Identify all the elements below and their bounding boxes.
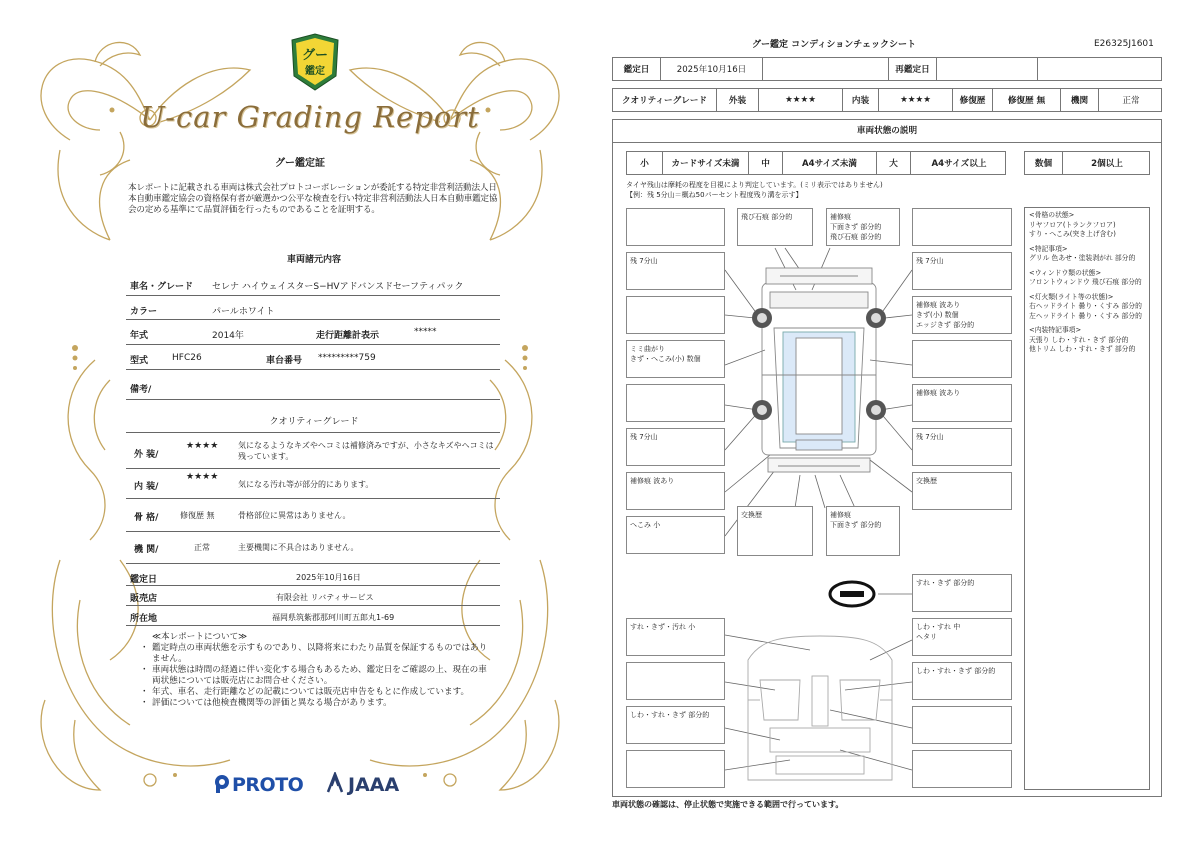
footer-note: 車両状態の確認は、停止状態で実施できる範囲で行っています。 <box>612 800 844 809</box>
spec-value: 2014年 <box>212 331 244 341</box>
specs-title: 車両諸元内容 <box>286 255 341 265</box>
interior-stars: ★★★★ <box>879 89 953 111</box>
spec-row-model <box>126 345 500 370</box>
count-desc: 2個以上 <box>1091 159 1123 169</box>
quality-text: 気になる汚れ等が部分的にあります。 <box>238 480 374 489</box>
date-label: 鑑定日 <box>613 58 661 80</box>
svg-text:グー: グー <box>301 48 329 63</box>
spec-value: *********759 <box>318 353 376 363</box>
spec-value: パールホワイト <box>212 307 275 317</box>
condition-box-rear-gate: 補修痕 下面きず 部分的 <box>826 506 900 556</box>
jaaa-logo-icon <box>326 772 344 794</box>
spec-row-color <box>126 296 500 320</box>
report-notes <box>140 632 495 709</box>
quality-row-engine <box>126 532 500 564</box>
interior-box-rear-left <box>626 750 725 788</box>
quality-label: 骨 格/ <box>134 513 159 523</box>
tire-example: 【例：残 5分山＝概ね50パーセント程度残り溝を示す】 <box>626 191 803 199</box>
condition-box-front-right-top <box>912 208 1012 246</box>
quality-row-exterior <box>126 432 500 469</box>
spec-value: ***** <box>414 327 437 337</box>
size-large: 大 <box>877 152 911 174</box>
interior-box-passenger-seat: しわ・すれ・きず 部分的 <box>912 662 1012 700</box>
repair-label: 修復歴 <box>953 89 993 111</box>
condition-box-left-rear-door <box>626 384 725 422</box>
condition-box-left-door: ミミ曲がり きず・へこみ(小) 数個 <box>626 340 725 378</box>
spec-row-name <box>126 271 500 296</box>
quality-title: クオリティーグレード <box>269 417 359 427</box>
report-script-title: U-car Grading Report <box>140 100 480 134</box>
condition-box-right-door <box>912 340 1012 378</box>
spec-value: セレナ ハイウェイスターS−HVアドバンスドセーフティパック <box>212 282 464 292</box>
proto-logo: PROTO <box>232 774 304 796</box>
quality-value: 正常 <box>194 543 210 552</box>
appraisal-label: 販売店 <box>130 594 158 604</box>
notes-section <box>1029 245 1149 264</box>
quality-value: 修復歴 無 <box>180 511 215 520</box>
notes-section <box>1029 326 1149 355</box>
condition-check-sheet <box>600 0 1200 848</box>
proto-logo-icon <box>214 774 230 794</box>
size-large-desc: A4サイズ以上 <box>931 159 987 169</box>
interior-box-rear-seat: しわ・すれ・きず 部分的 <box>626 706 725 744</box>
notes-line: グリル 色あせ・塗装剥がれ 部分的 <box>1029 254 1136 262</box>
quality-row-interior <box>126 469 500 499</box>
appraisal-value: 2025年10月16日 <box>296 573 361 582</box>
spec-label: 型式 <box>130 356 149 366</box>
condition-box-right-quarter: 交換歴 <box>912 472 1012 510</box>
exterior-stars: ★★★★ <box>759 89 843 111</box>
condition-box-bonnet: 補修痕 下面きず 部分的 飛び石痕 部分的 <box>826 208 900 246</box>
appraisal-row-shop <box>126 586 500 606</box>
interior-label: 内装 <box>843 89 879 111</box>
logos <box>214 770 414 800</box>
condition-box-right-fender: 補修痕 波あり きず(小) 数個 エッジきず 部分的 <box>912 296 1012 334</box>
quality-stars: ★★★★ <box>186 441 219 451</box>
interior-box-left-trim <box>626 662 725 700</box>
notes-section-title: <特記事項> <box>1029 244 1068 253</box>
spec-label: 備考/ <box>130 385 152 395</box>
spec-label: 車名・グレード <box>130 282 194 292</box>
notes-section-title: <骨格の状態> <box>1029 211 1075 219</box>
spec-label: 年式 <box>130 331 149 341</box>
notes-line: 左ヘッドライト 曇り・くすみ 部分的 <box>1029 311 1142 320</box>
exterior-label: 外装 <box>717 89 759 111</box>
interior-box-steering: すれ・きず 部分的 <box>912 574 1012 612</box>
condition-box-front: 飛び石痕 部分的 <box>737 208 813 246</box>
notes-line: 右ヘッドライト 曇り・くすみ 部分的 <box>1029 302 1142 310</box>
spec-value: HFC26 <box>172 353 202 363</box>
notes-line: すり・へこみ(突き上げ含む) <box>1029 230 1116 238</box>
condition-box-rear-left: へこみ 小 <box>626 516 725 554</box>
size-mid: 中 <box>749 152 783 174</box>
note-item: ・ 鑑定時点の車両状態を示すものであり、以降将来にわたり品質を保証するものではありません。 <box>140 643 495 665</box>
notes-line: リヤフロア(トランクフロア) <box>1029 220 1116 229</box>
certificate-title: グー鑑定証 <box>275 158 325 169</box>
condition-box-tire-front-right: 残 7分山 <box>912 252 1012 290</box>
engine-label: 機関 <box>1061 89 1099 111</box>
notes-title: ≪本レポートについて≫ <box>152 632 248 642</box>
jaaa-logo: JAAA <box>348 774 400 796</box>
repair-value: 修復歴 無 <box>993 89 1061 111</box>
notes-section-title: <内装特記事項> <box>1029 326 1082 334</box>
size-small-desc: カードサイズ未満 <box>663 152 749 174</box>
spec-row-remarks <box>126 370 500 400</box>
spec-label: 走行距離計表示 <box>316 331 380 341</box>
notes-section <box>1029 269 1149 288</box>
document-id: E26325J1601 <box>1094 39 1154 49</box>
engine-value: 正常 <box>1122 96 1140 106</box>
condition-box-right-rear-door: 補修痕 波あり <box>912 384 1012 422</box>
condition-box-tire-rear-right: 残 7分山 <box>912 428 1012 466</box>
quality-text: 主要機関に不具合はありません。 <box>238 543 359 552</box>
quality-row-frame <box>126 499 500 532</box>
grade-label: クオリティーグレード <box>613 89 717 111</box>
sheet-title: グー鑑定 コンディションチェックシート <box>752 40 916 50</box>
appraisal-label: 所在地 <box>130 614 158 624</box>
note-item: ・ 評価については他検査機関等の評価と異なる場合があります。 <box>140 698 495 709</box>
interior-box-dashboard: すれ・きず・汚れ 小 <box>626 618 725 656</box>
interior-box-rear-right <box>912 750 1012 788</box>
condition-box-tire-front-left: 残 7分山 <box>626 252 725 290</box>
date-value: 2025年10月16日 <box>661 58 763 80</box>
notes-section <box>1029 293 1149 322</box>
appraisal-row-date <box>126 566 500 586</box>
tire-note: タイヤ残山は摩耗の程度を目視により判定しています。(ミリ表示ではありません) <box>626 181 883 189</box>
condition-box-rear-bumper: 交換歴 <box>737 506 813 556</box>
quality-label: 外 装/ <box>134 450 159 460</box>
certificate-text: 本レポートに記載される車両は株式会社プロトコーポレーションが委託する特定非営利活動法人日本自動車鑑定協会の資格保有者が厳選かつ公平な検査を行い特定非営利活動法人日本自動車鑑定協会の定める基準にて品質評価を行ったものであることを証明する。 <box>128 183 498 215</box>
interior-box-right-trim <box>912 706 1012 744</box>
appraisal-row-address <box>126 606 500 626</box>
appraisal-label: 鑑定日 <box>130 575 158 585</box>
condition-box-tire-rear-left: 残 7分山 <box>626 428 725 466</box>
notes-line: フロントウィンドウ 飛び石痕 部分的 <box>1029 278 1142 286</box>
quality-text: 気になるようなキズやヘコミは補修済みですが、小さなキズやヘコミは残っています。 <box>238 441 494 461</box>
notes-section-title: <ウィンドウ類の状態> <box>1029 268 1102 277</box>
quality-label: 内 装/ <box>134 482 159 492</box>
count-label: 数個 <box>1025 152 1063 174</box>
size-mid-desc: A4サイズ未満 <box>783 152 877 174</box>
notes-section-title: <灯火類(ライト等の状態)> <box>1029 292 1114 301</box>
special-notes-panel <box>1024 207 1150 790</box>
notes-line: 天張り しわ・すれ・きず 部分的 <box>1029 335 1129 344</box>
spec-row-year <box>126 320 500 345</box>
condition-box-front-left-top <box>626 208 725 246</box>
appraisal-value: 福岡県筑紫郡那珂川町五郎丸1-69 <box>272 613 395 622</box>
svg-text:鑑定: 鑑定 <box>305 66 325 77</box>
quality-stars: ★★★★ <box>186 472 219 482</box>
spec-label: カラー <box>130 307 158 317</box>
redate-label: 再鑑定日 <box>889 58 937 80</box>
quality-text: 骨格部位に異常はありません。 <box>238 511 351 520</box>
notes-section <box>1029 211 1149 240</box>
notes-line: 他トリム しわ・すれ・きず 部分的 <box>1029 345 1136 353</box>
condition-box-left-fender <box>626 296 725 334</box>
state-title: 車両状態の説明 <box>612 119 1162 143</box>
condition-box-left-quarter: 補修痕 波あり <box>626 472 725 510</box>
size-small: 小 <box>627 152 663 174</box>
goo-appraisal-badge <box>286 32 344 94</box>
note-item: ・ 車両状態は時間の経過に伴い変化する場合もあるため、鑑定日をご確認の上、現在の車両状態については販売店にお問合せください。 <box>140 665 495 687</box>
appraisal-value: 有限会社 リバティサービス <box>276 593 374 602</box>
note-item: ・ 年式、車名、走行距離などの記載については販売店申告をもとに作成しています。 <box>140 687 495 698</box>
interior-box-driver-seat: しわ・すれ 中 ヘタリ <box>912 618 1012 656</box>
quality-label: 機 関/ <box>134 545 159 555</box>
spec-label: 車台番号 <box>266 356 303 366</box>
